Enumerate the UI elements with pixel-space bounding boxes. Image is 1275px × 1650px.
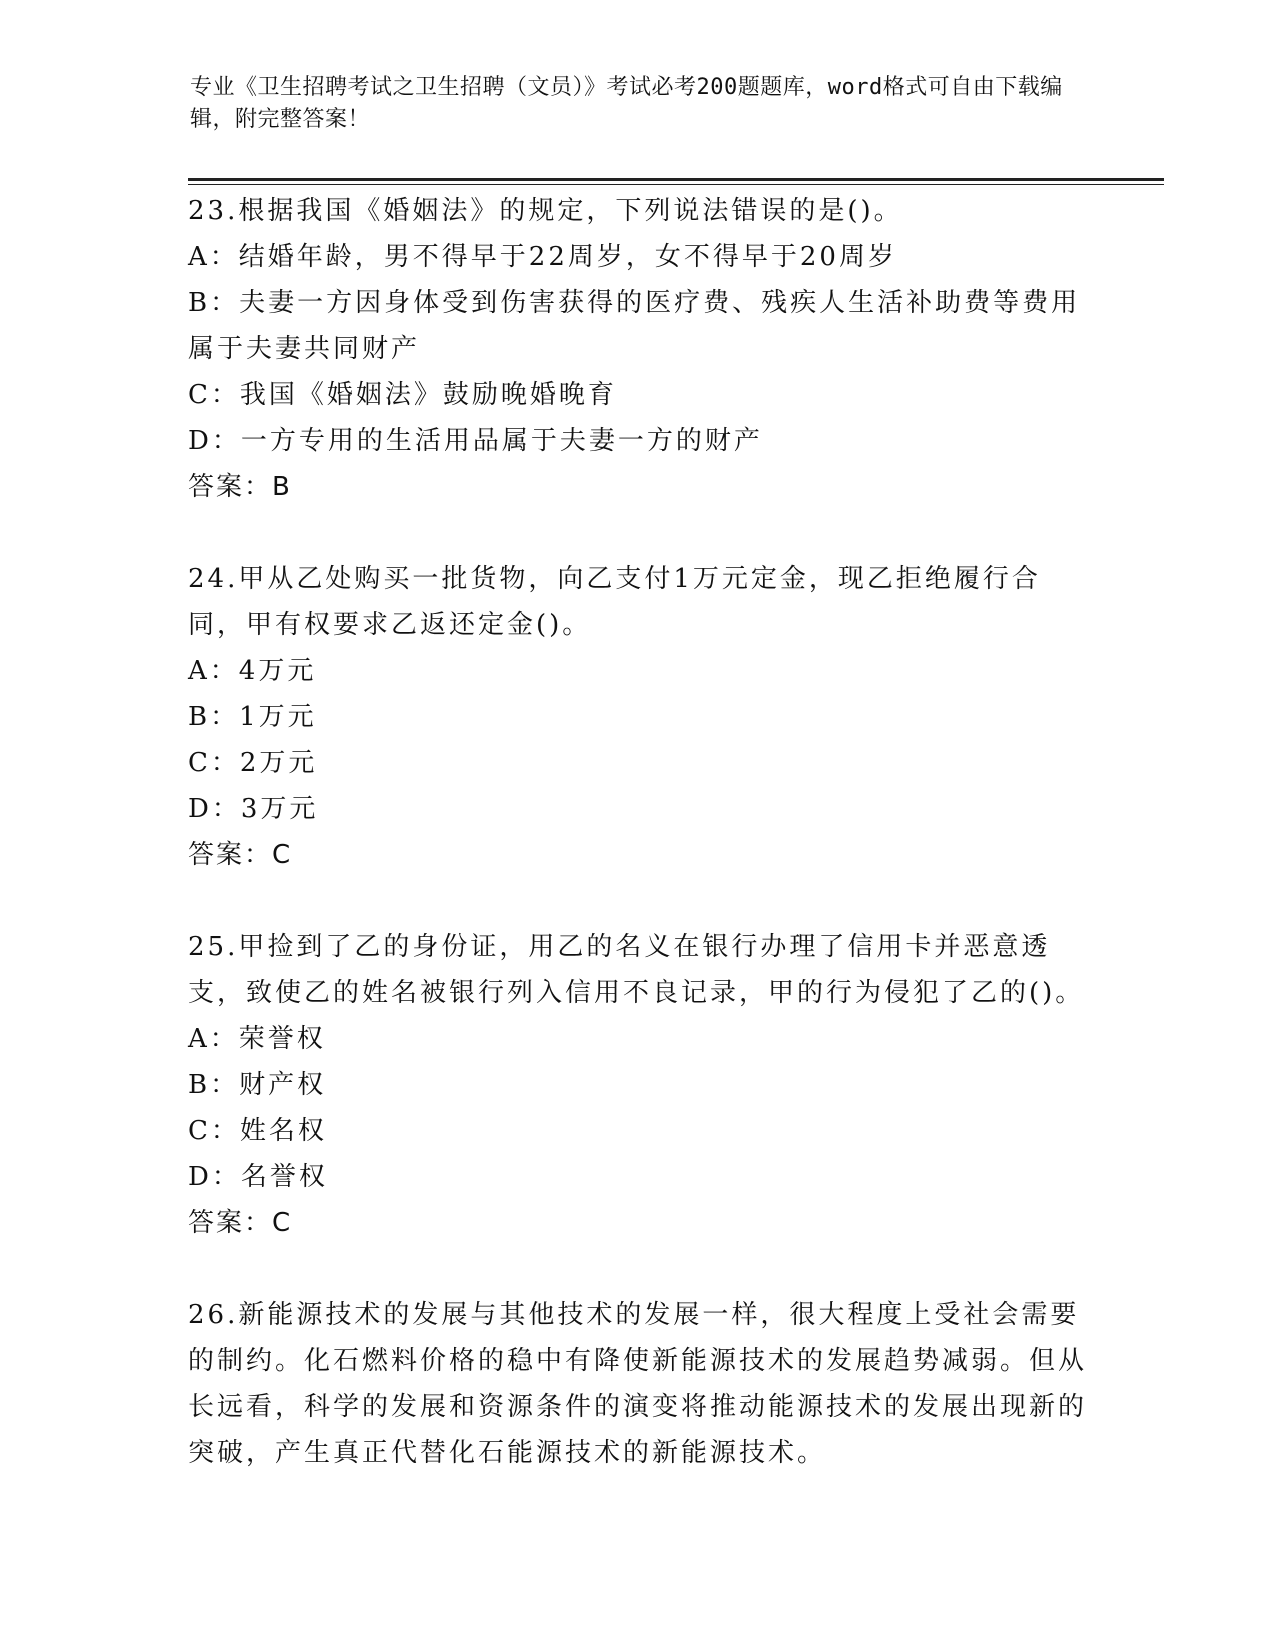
answer-line: 答案：B <box>188 472 292 502</box>
question-stem: 25.甲捡到了乙的身份证，用乙的名义在银行办理了信用卡并恶意透支，致使乙的姓名被银行列入信用不良记录，甲的行为侵犯了乙的()。 <box>188 932 1085 1008</box>
option-a: A：4万元 <box>188 656 317 686</box>
option-a: A：荣誉权 <box>188 1024 326 1054</box>
answer-line: 答案：C <box>188 840 293 870</box>
question-list <box>188 188 1088 1476</box>
question-25 <box>188 924 1088 1246</box>
header-rule-thick <box>188 178 1164 181</box>
option-b: B：1万元 <box>188 702 317 732</box>
question-stem: 26.新能源技术的发展与其他技术的发展一样，很大程度上受社会需要的制约。化石燃料价格的稳中有降使新能源技术的发展趋势减弱。但从长远看，科学的发展和资源条件的演变将推动能源技术的发展出现新的突破，产生真正代替化石能源技术的新能源技术。 <box>188 1300 1088 1468</box>
option-d: D：3万元 <box>188 794 319 824</box>
option-c: C：2万元 <box>188 748 318 778</box>
option-b: B：财产权 <box>188 1070 327 1100</box>
header-rule-thin <box>188 184 1164 185</box>
option-a: A：结婚年龄，男不得早于22周岁，女不得早于20周岁 <box>188 242 897 272</box>
question-stem: 23.根据我国《婚姻法》的规定，下列说法错误的是()。 <box>188 196 903 226</box>
option-c: C：姓名权 <box>188 1116 327 1146</box>
question-stem: 24.甲从乙处购买一批货物，向乙支付1万元定金，现乙拒绝履行合同，甲有权要求乙返还定金()。 <box>188 564 1041 640</box>
question-26 <box>188 1292 1088 1476</box>
answer-line: 答案：C <box>188 1208 293 1238</box>
question-24 <box>188 556 1088 878</box>
option-c: C：我国《婚姻法》鼓励晚婚晚育 <box>188 380 617 410</box>
document-header: 专业《卫生招聘考试之卫生招聘（文员）》考试必考200题题库，word格式可自由下载编辑，附完整答案！ <box>190 75 1063 132</box>
option-d: D：一方专用的生活用品属于夫妻一方的财产 <box>188 426 763 456</box>
option-d: D：名誉权 <box>188 1162 328 1192</box>
option-b: B：夫妻一方因身体受到伤害获得的医疗费、残疾人生活补助费等费用属于夫妻共同财产 <box>188 288 1081 364</box>
question-23 <box>188 188 1088 510</box>
